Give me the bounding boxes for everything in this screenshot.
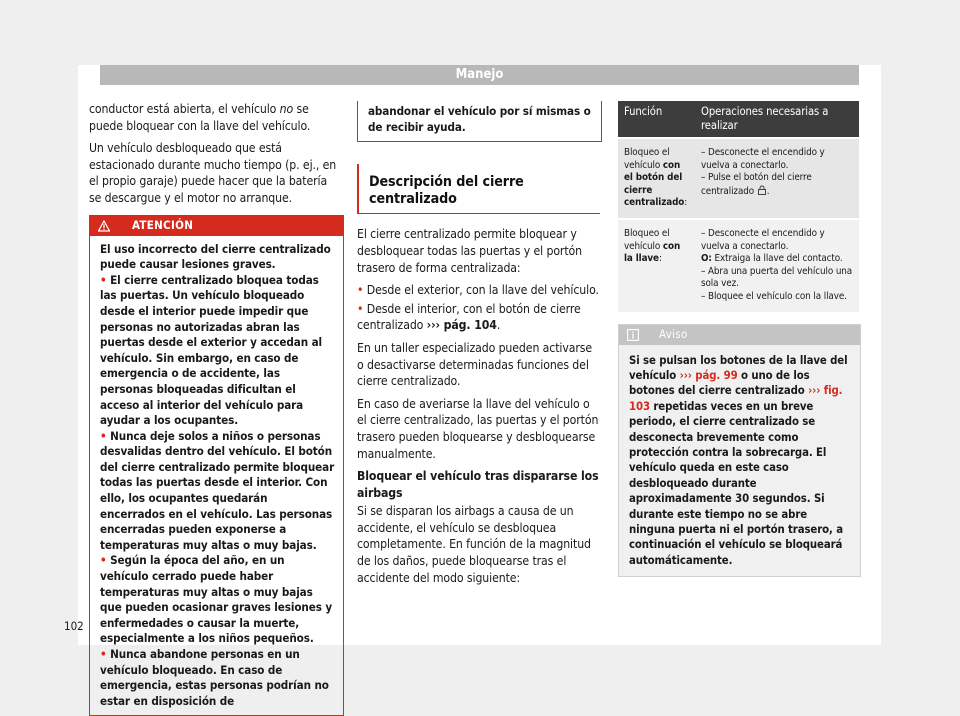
note-box — [618, 324, 861, 578]
paragraph: Un vehículo desbloqueado que está estacionado durante mucho tiempo (p. ej., en el propio garaje) puede hacer que la batería se descargue y el motor no arranque. — [89, 141, 337, 205]
note-body: Si se pulsan los botones de la llave del vehículo ››› pág. 99 o uno de los botones del cierre centralizado ››› fig. 103 repetidas veces en un breve periodo, el cierre centralizado se desconecta brevemente como protección contra la sobrecarga. El vehículo queda en este caso desbloqueado durante aproximadamente 30 segundos. Si durante este tiempo no se abre ninguna puerta ni el portón trasero, a continuación el vehículo se bloqueará automáticamente. — [629, 353, 848, 567]
column-middle — [357, 101, 600, 592]
table-row — [618, 138, 859, 219]
list-item: • Desde el exterior, con la llave del vehículo. — [357, 283, 599, 298]
lock-icon — [757, 185, 767, 195]
page-number: 102 — [64, 619, 84, 633]
warning-continuation: abandonar el vehículo por sí mismas o de recibir ayuda. — [357, 101, 602, 142]
warning-triangle-icon — [98, 220, 110, 232]
info-icon — [627, 329, 639, 341]
table-cell: Bloqueo el vehículo con la llave: — [618, 219, 695, 312]
warning-bullet: • El cierre centralizado bloquea todas las puertas. Un vehículo bloqueado desde el interior puede impedir que personas no autorizadas abran las puertas desde el exterior y accedan al vehículo. Sin embargo, en caso de emergencia o de accidente, las personas bloqueadas dificultan el acceso al interior del vehículo para ayudar a los ocupantes. — [100, 272, 322, 428]
paragraph: En caso de averiarse la llave del vehículo o el cierre centralizado, las puertas y el portón trasero pueden bloquearse y desbloquearse manualmente. — [357, 396, 599, 461]
table-cell: – Desconecte el encendido y vuelva a conectarlo. O: Extraiga la llave del contacto. – Abra una puerta del vehículo una sola vez. – Bloquee el vehículo con la llave. — [695, 219, 859, 312]
figure-reference-link[interactable]: ››› fig. 103 — [629, 384, 843, 413]
table-header-cell: Función — [618, 101, 695, 138]
list-item: • Desde el interior, con el botón de cierre centralizado ››› pág. 104. — [357, 301, 581, 333]
note-header — [619, 325, 860, 345]
warning-bullet: • Nunca abandone personas en un vehículo bloqueado. En caso de emergencia, estas personas podrían no estar en disposición de — [100, 647, 329, 708]
page-reference-link[interactable]: ››› pág. 104 — [426, 318, 497, 333]
note-title: Aviso — [659, 327, 688, 342]
paragraph: conductor está abierta, el vehículo no se puede bloquear con la llave del vehículo. — [89, 102, 311, 133]
paragraph: En un taller especializado pueden activarse o desactivarse determinadas funciones del cierre centralizado. — [357, 340, 593, 389]
warning-intro: El uso incorrecto del cierre centralizado puede causar lesiones graves. — [100, 241, 331, 272]
section-title: Descripción del cierre centralizado — [357, 164, 600, 214]
table-row — [618, 219, 859, 312]
function-table — [618, 101, 859, 312]
subheading: Bloquear el vehículo tras dispararse los airbags — [357, 469, 599, 500]
table-header-cell: Operaciones necesarias a realizar — [695, 101, 859, 138]
paragraph: El cierre centralizado permite bloquear y desbloquear todas las puertas y el portón trasero de forma centralizada: — [357, 227, 582, 275]
warning-title: ATENCIÓN — [132, 218, 194, 233]
column-right — [618, 101, 859, 577]
column-left — [89, 101, 340, 716]
warning-header — [90, 216, 343, 236]
warning-bullet: • Nunca deje solos a niños o personas desvalidas dentro del vehículo. El botón del cierre centralizado permite bloquear todas las puertas desde el interior. Con ello, los ocupantes quedarán encerrados en el vehículo. Las personas encerradas pueden exponerse a temperaturas muy altas o muy bajas. — [100, 428, 335, 552]
warning-bullet: • Según la época del año, en un vehículo cerrado puede haber temperaturas muy altas o muy bajas que pueden ocasionar graves lesiones y enfermedades o causar la muerte, especialmente a los niños pequeños. — [100, 553, 333, 646]
table-cell: – Desconecte el encendido y vuelva a conectarlo. – Pulse el botón del cierre centralizado . — [695, 138, 859, 219]
chapter-header: Manejo — [100, 65, 859, 85]
warning-body — [90, 236, 343, 716]
table-cell: Bloqueo el vehículo con el botón del cierre centralizado: — [618, 138, 695, 219]
page-reference-link[interactable]: ››› pág. 99 — [679, 368, 738, 382]
paragraph: Si se disparan los airbags a causa de un accidente, el vehículo se desbloquea completamente. En función de la magnitud de los daños, puede bloquearse tras el accidente del modo siguiente: — [357, 504, 591, 585]
warning-box — [89, 215, 344, 716]
table-header-row — [618, 101, 859, 138]
